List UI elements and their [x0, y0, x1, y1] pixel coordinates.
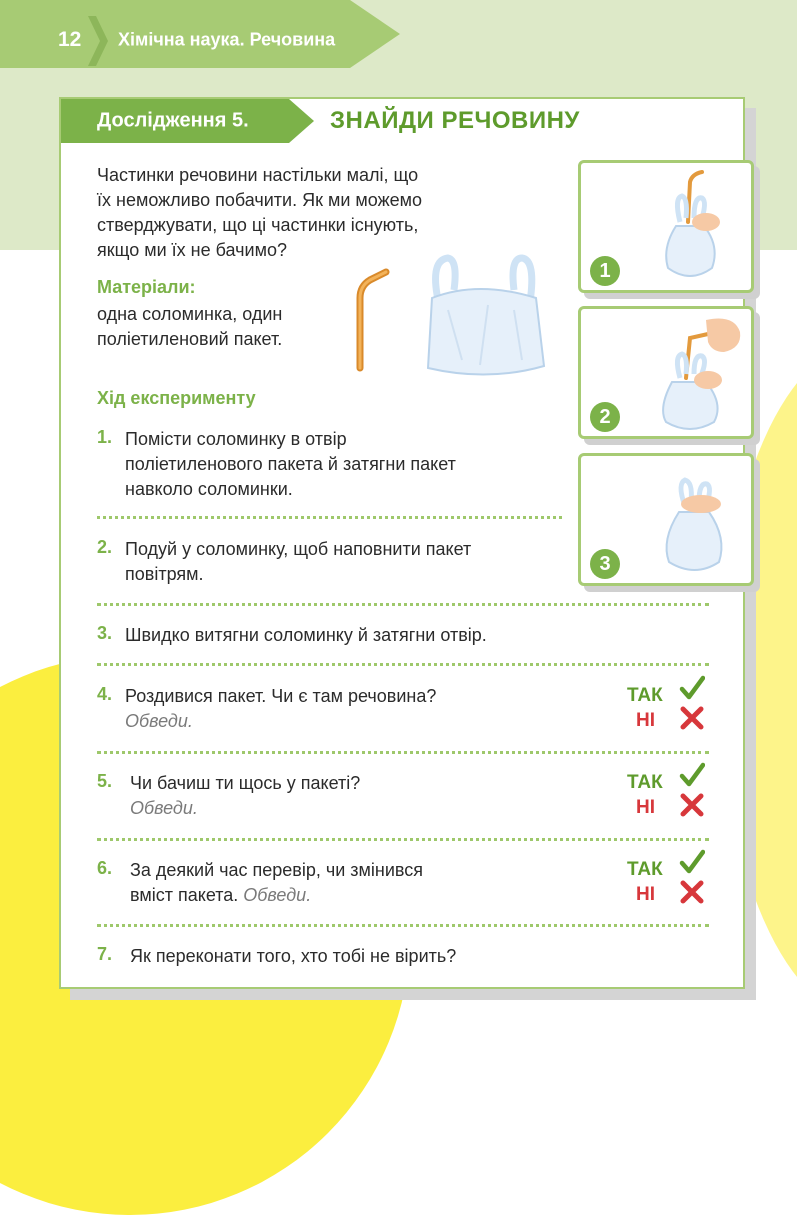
step-line: вміст пакета. Обведи.	[130, 885, 312, 905]
step-number: 4.	[97, 684, 113, 704]
step-badge: 1	[590, 256, 620, 286]
step-line: Як переконати того, хто тобі не вірить?	[130, 946, 457, 966]
step-hint: Обведи.	[130, 798, 198, 818]
step-text	[130, 771, 550, 821]
divider	[97, 516, 562, 519]
step-line: Помісти соломинку в отвір	[125, 429, 347, 449]
experiment-title: ЗНАЙДИ РЕЧОВИНУ	[330, 107, 580, 134]
step-text	[125, 623, 645, 648]
answer-no[interactable]: НІ	[636, 710, 655, 731]
step-line: повітрям.	[125, 564, 204, 584]
step-line: Роздивися пакет. Чи є там речовина?	[125, 686, 437, 706]
divider	[97, 603, 709, 606]
step-line: навколо соломинки.	[125, 479, 293, 499]
straw-illustration	[350, 268, 392, 372]
answer-yes[interactable]: ТАК	[627, 685, 663, 706]
divider	[97, 838, 709, 841]
answer-no[interactable]: НІ	[636, 797, 655, 818]
materials-label: Матеріали:	[97, 277, 196, 297]
step-hint: Обведи.	[243, 885, 312, 905]
intro-line: стверджувати, що ці частинки існують,	[97, 215, 419, 235]
experiment-tag-label: Дослідження 5.	[97, 109, 249, 132]
tied-bag-illustration	[655, 470, 735, 580]
check-icon	[679, 849, 705, 875]
answer-yes[interactable]: ТАК	[627, 772, 663, 793]
divider	[97, 663, 709, 666]
step-number: 3.	[97, 623, 113, 643]
materials-line: поліетиленовий пакет.	[97, 329, 283, 349]
check-icon	[679, 762, 705, 788]
cross-icon	[679, 879, 705, 905]
step-number: 1.	[97, 427, 113, 447]
step-line: Чи бачиш ти щось у пакеті?	[130, 773, 361, 793]
step-text	[130, 944, 650, 969]
materials-text	[97, 302, 327, 352]
materials-line: одна соломинка, один	[97, 304, 283, 324]
step-badge: 3	[590, 549, 620, 579]
intro-line: Частинки речовини настільки малі, що	[97, 165, 419, 185]
step-line: За деякий час перевір, чи змінився	[130, 860, 424, 880]
intro-text	[97, 163, 491, 263]
cross-icon	[679, 705, 705, 731]
blowing-into-bag-illustration	[650, 312, 746, 436]
step-number: 2.	[97, 537, 113, 557]
cross-icon	[679, 792, 705, 818]
intro-line: якщо ми їх не бачимо?	[97, 240, 287, 260]
section-title: Хімічна наука. Речовина	[118, 29, 336, 50]
step-text	[125, 427, 523, 502]
intro-line: їх неможливо побачити. Як ми можемо	[97, 190, 423, 210]
step-line: поліетиленового пакета й затягни пакет	[125, 454, 456, 474]
bag-with-straw-illustration	[650, 168, 730, 286]
divider	[97, 751, 709, 754]
step-number: 7.	[97, 944, 113, 964]
procedure-label: Хід експерименту	[97, 388, 256, 408]
answer-yes[interactable]: ТАК	[627, 859, 663, 880]
step-text	[130, 858, 485, 908]
divider	[97, 924, 709, 927]
step-text	[125, 684, 545, 734]
step-text	[125, 537, 545, 587]
step-badge: 2	[590, 402, 620, 432]
step-line: Подуй у соломинку, щоб наповнити пакет	[125, 539, 472, 559]
step-number: 5.	[97, 771, 113, 791]
step-hint: Обведи.	[125, 711, 193, 731]
plastic-bag-illustration	[418, 250, 550, 380]
page-number: 12	[58, 28, 82, 51]
step-line: Швидко витягни соломинку й затягни отвір.	[125, 625, 487, 645]
step-number: 6.	[97, 858, 113, 878]
check-icon	[679, 675, 705, 701]
answer-no[interactable]: НІ	[636, 884, 655, 905]
